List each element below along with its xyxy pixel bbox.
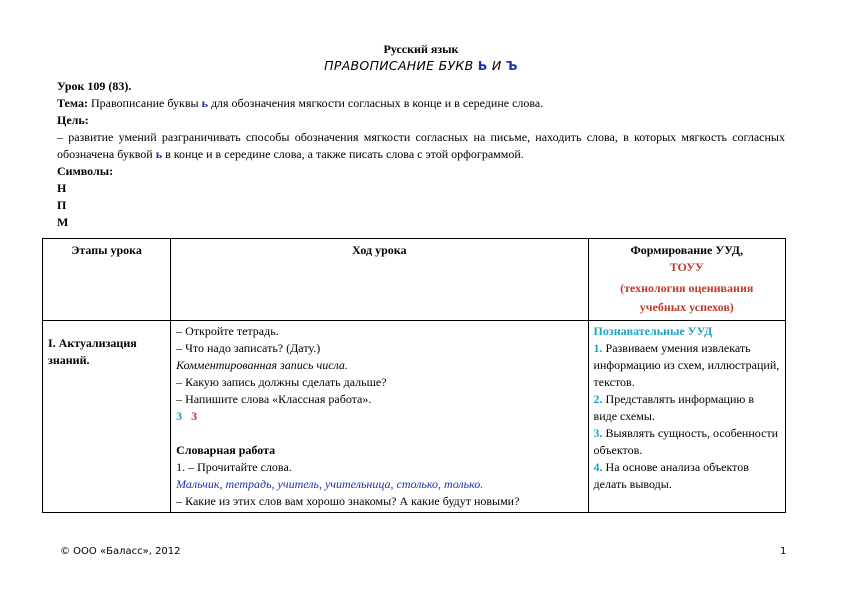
goal-text-start: – развитие умений разграничивать способы обозначения мягкости согласных на письме, находить слова, в которых мягкость согласных обозначена буквой bbox=[57, 130, 785, 161]
course-header: Ход урока bbox=[171, 239, 588, 321]
soft-sign-letter: Ь bbox=[477, 58, 488, 73]
vocab-question: – Какие из этих слов вам хорошо знакомы? А какие будут новыми? bbox=[176, 494, 520, 508]
lesson-info bbox=[57, 78, 785, 231]
topic-line bbox=[57, 95, 785, 112]
course-line: – Откройте тетрадь. bbox=[176, 324, 279, 338]
vocab-words: Мальчик, тетрадь, учитель, учительница, столько, только. bbox=[176, 477, 484, 491]
touu-label: ТОУУ bbox=[669, 260, 704, 274]
stage-cell: I. Актуализация знаний. bbox=[43, 321, 171, 513]
uud-item bbox=[594, 459, 780, 499]
copyright: © ООО «Баласс», 2012 bbox=[60, 546, 181, 557]
mark-cyan: 3 bbox=[176, 409, 183, 423]
uud-header-line1: Формирование УУД, bbox=[630, 243, 744, 257]
uud-item bbox=[594, 425, 780, 459]
goal-label: Цель: bbox=[57, 113, 89, 127]
uud-item-text: Представлять информацию в виде схемы. bbox=[593, 392, 754, 423]
goal-text-end: в конце и в середине слова, а также писать слова с этой орфограммой. bbox=[162, 147, 524, 161]
title-prefix: ПРАВОПИСАНИЕ БУКВ bbox=[324, 58, 478, 73]
topic-label: Тема: bbox=[57, 96, 88, 110]
uud-item-number: 1. bbox=[593, 341, 603, 355]
vocab-heading: Словарная работа bbox=[176, 443, 276, 457]
goal-text bbox=[57, 129, 785, 163]
uud-item-number: 4. bbox=[593, 460, 603, 474]
symbol-n: Н bbox=[57, 181, 67, 195]
symbol-marks bbox=[176, 408, 582, 425]
title-and: И bbox=[487, 58, 506, 73]
mark-red: 3 bbox=[191, 409, 198, 423]
page-number: 1 bbox=[780, 546, 787, 557]
course-line: – Какую запись должны сделать дальше? bbox=[176, 375, 387, 389]
uud-item bbox=[594, 340, 780, 391]
uud-item bbox=[594, 391, 780, 425]
uud-item-text: На основе анализа объектов делать выводы. bbox=[593, 460, 749, 491]
lesson-number: Урок 109 (83). bbox=[57, 79, 132, 93]
topic-letter: ь bbox=[201, 96, 208, 110]
uud-item-number: 2. bbox=[593, 392, 603, 406]
course-line: – Напишите слова «Классная работа». bbox=[176, 392, 372, 406]
uud-item-text: Развиваем умения извлекать информацию из схем, иллюстраций, текстов. bbox=[593, 341, 780, 389]
symbols-label: Символы: bbox=[57, 164, 114, 178]
lesson-table bbox=[42, 238, 786, 513]
uud-cell bbox=[588, 321, 785, 513]
course-line-italic: Комментированная запись числа. bbox=[176, 358, 348, 372]
table-row bbox=[43, 321, 786, 513]
topic-text: Правописание буквы bbox=[87, 96, 202, 110]
symbol-m: М bbox=[57, 215, 69, 229]
page-title bbox=[0, 58, 842, 73]
uud-item-number: 3. bbox=[593, 426, 603, 440]
course-cell bbox=[171, 321, 588, 513]
symbol-p: П bbox=[57, 198, 67, 212]
uud-item-text: Выявлять сущность, особенности объектов. bbox=[593, 426, 779, 457]
touu-desc-line2: учебных успехов) bbox=[639, 300, 734, 314]
course-line: – Что надо записать? (Дату.) bbox=[176, 341, 321, 355]
goal-letter: ь bbox=[155, 147, 163, 161]
table-header-row bbox=[43, 239, 786, 321]
topic-text-end: для обозначения мягкости согласных в конце и в середине слова. bbox=[207, 96, 544, 110]
hard-sign-letter: Ъ bbox=[505, 58, 518, 73]
subject-heading: Русский язык bbox=[383, 42, 459, 56]
stages-header: Этапы урока bbox=[43, 239, 171, 321]
vocab-task: 1. – Прочитайте слова. bbox=[176, 460, 292, 474]
uud-header bbox=[588, 239, 785, 321]
touu-desc-line1: (технология оценивания bbox=[620, 281, 754, 295]
uud-title: Познавательные УУД bbox=[593, 324, 713, 338]
